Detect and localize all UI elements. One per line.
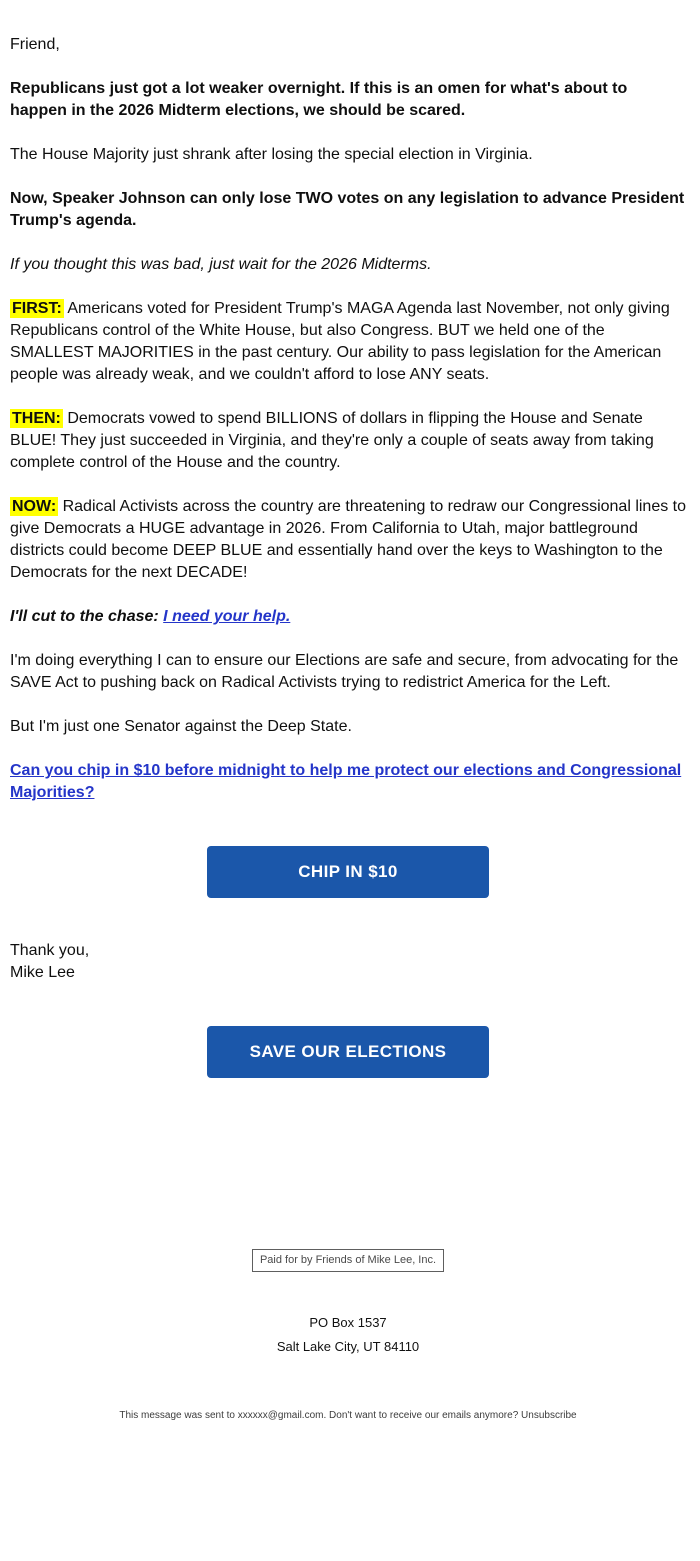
email-disclaimer <box>10 1410 686 1422</box>
paragraph-cut-to-chase <box>10 606 686 628</box>
then-highlight-label: THEN: <box>12 410 61 427</box>
paragraph-now <box>10 496 686 584</box>
chase-prefix-text: I'll cut to the chase: <box>10 608 164 625</box>
paid-for-section <box>10 1248 686 1272</box>
mailing-address <box>10 1316 686 1354</box>
save-elections-button-row <box>10 1026 686 1078</box>
chip-in-button-row <box>10 846 686 898</box>
greeting: Friend, <box>10 36 60 53</box>
paragraph-republicans-weaker: Republicans just got a lot weaker overnight. If this is an omen for what's about to happen in the 2026 Midterm elections, we should be scared. <box>10 80 628 119</box>
unsubscribe-link[interactable]: Unsubscribe <box>521 1410 577 1421</box>
paid-for-disclaimer-box: Paid for by Friends of Mike Lee, Inc. <box>252 1249 444 1272</box>
then-text: Democrats vowed to spend BILLIONS of dollars in flipping the House and Senate BLUE! They just succeeded in Virginia, and they're only a couple of seats away from taking complete control of the House and the country. <box>10 410 654 471</box>
paragraph-midterms-warning: If you thought this was bad, just wait for the 2026 Midterms. <box>10 256 432 273</box>
paragraph-house-majority: The House Majority just shrank after losing the special election in Virginia. <box>10 146 533 163</box>
paragraph-speaker-johnson: Now, Speaker Johnson can only lose TWO votes on any legislation to advance President Trump's agenda. <box>10 190 685 229</box>
signoff-thank-you: Thank you, <box>10 942 90 959</box>
now-highlight-label: NOW: <box>12 498 57 515</box>
now-text: Radical Activists across the country are threatening to redraw our Congressional lines to give Democrats a HUGE advantage in 2026. From California to Utah, major battleground districts could become DEEP BLUE and essentially hand over the keys to Washington to the Democrats for the next DECADE! <box>10 498 687 581</box>
first-text: Americans voted for President Trump's MAGA Agenda last November, not only giving Republicans control of the White House, but also Congress. BUT we held one of the SMALLEST MAJORITIES in the past century. Our ability to pass legislation for the American people was already weak, and we couldn't afford to lose ANY seats. <box>10 300 670 383</box>
paragraph-doing-everything: I'm doing everything I can to ensure our Elections are safe and secure, from advocating for the SAVE Act to pushing back on Radical Activists trying to redistrict America for the Left. <box>10 652 679 691</box>
chip-in-button[interactable]: CHIP IN $10 <box>207 846 489 898</box>
paragraph-chip-in-link <box>10 760 686 804</box>
disclaimer-text: This message was sent to xxxxxx@gmail.com. Don't want to receive our emails anymore? <box>119 1410 522 1421</box>
signoff <box>10 940 686 984</box>
paragraph-then <box>10 408 686 474</box>
paragraph-first <box>10 298 686 386</box>
signoff-mike-lee: Mike Lee <box>10 964 75 981</box>
address-city-state-zip: Salt Lake City, UT 84110 <box>276 1339 420 1354</box>
chip-in-text-link[interactable]: Can you chip in $10 before midnight to help me protect our elections and Congressional Majorities? <box>10 762 682 801</box>
paragraph-one-senator: But I'm just one Senator against the Deep State. <box>10 718 352 735</box>
save-our-elections-button[interactable]: SAVE OUR ELECTIONS <box>207 1026 489 1078</box>
first-highlight-label: FIRST: <box>12 300 62 317</box>
need-your-help-link[interactable]: I need your help. <box>163 608 291 625</box>
address-po-box: PO Box 1537 <box>309 1315 387 1330</box>
